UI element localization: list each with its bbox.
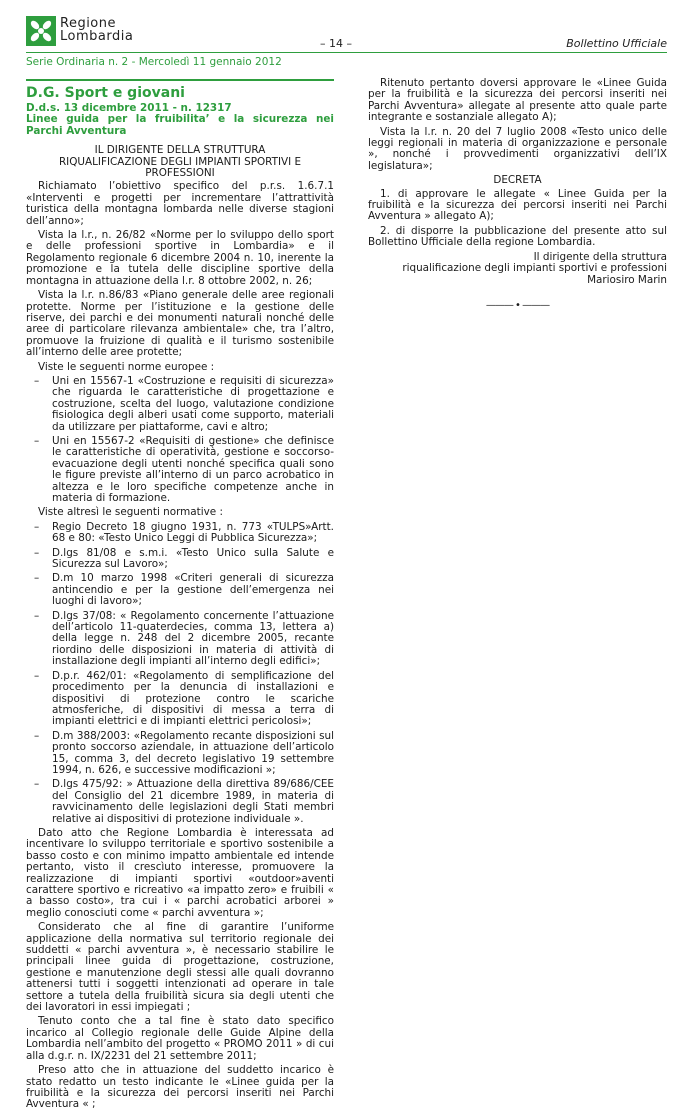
paragraph: Vista la l.r. n.86/83 «Piano generale delle aree regionali protette. Norme per l’istituzione e la gestione delle riserve, dei parchi e dei monumenti naturali nonché delle aree di particolare rilevanza ambientale» che, tra l’altro, promuove la fruizione di qualità e il turismo sostenibile all’interno delle aree protette; bbox=[26, 289, 334, 359]
authority-line-1: IL DIRIGENTE DELLA STRUTTURA bbox=[94, 144, 266, 157]
page-number: – 14 – bbox=[320, 37, 352, 50]
decree-number: D.d.s. 13 dicembre 2011 - n. 12317 bbox=[26, 102, 232, 114]
paragraph: 1. di approvare le allegate « Linee Guida per la fruibilità e la sicurezza dei percorsi inseriti nei Parchi Avventura » allegato A); bbox=[368, 187, 667, 223]
decreta-heading: DECRETA bbox=[493, 174, 542, 187]
issue-info: Serie Ordinaria n. 2 - Mercoledì 11 gennaio 2012 bbox=[26, 56, 282, 68]
logo-line-2: Lombardia bbox=[60, 29, 134, 44]
paragraph: Richiamato l’obiettivo specifico del p.r.s. 1.6.7.1 «Interventi e progetti per incrementare l’attrattività turistica della montagna lombarda nelle diverse stagioni dell’anno»; bbox=[26, 180, 334, 227]
list-item: – Uni en 15567-2 «Requisiti di gestione» che definisce le caratteristiche di operatività, gestione e soccorso-evacuazione degli utenti nonché specifica quali sono le figure previste all’interno di un parco acrobatico in altezza e le loro specifiche competenze anche in materia di formazione. bbox=[26, 436, 334, 504]
header-divider bbox=[26, 52, 667, 53]
paragraph: Viste le seguenti norme europee : bbox=[38, 360, 215, 373]
list-item: – D.m 388/2003: «Regolamento recante disposizioni sul pronto soccorso aziendale, in attuazione dell’articolo 15, comma 3, del decreto legislativo 19 settembre 1994, n. 626, e successive modificazioni »; bbox=[26, 731, 334, 777]
paragraph: Tenuto conto che a tal fine è stato dato specifico incarico al Collegio regionale delle Guide Alpine della Lombardia nell’ambito del progetto « PROMO 2011 » di cui alla d.g.r. n. IX/2231 del 21 settembre 2011; bbox=[26, 1015, 334, 1062]
authority-line-2: RIQUALIFICAZIONE DEGLI IMPIANTI SPORTIVI E PROFESSIONI bbox=[58, 155, 302, 180]
list-item: – D.p.r. 462/01: «Regolamento di semplificazione del procedimento per la denuncia di installazioni e dispositivi di protezione contro le scariche atmosferiche, di dispositivi di messa a terra di impianti elettrici e di impianti elettrici pericolosi»; bbox=[26, 671, 334, 728]
regione-lombardia-logo-icon bbox=[26, 16, 56, 46]
regulations-list bbox=[26, 522, 334, 825]
signature-line-2: riqualificazione degli impianti sportivi e professioni bbox=[402, 262, 667, 275]
logo-line-1: Regione bbox=[60, 16, 117, 31]
paragraph: Vista la l.r., n. 26/82 «Norme per lo sviluppo dello sport e delle professioni sportive in Lombardia» e il Regolamento regionale 6 dicembre 2004 n. 10, inerente la promozione e la tutela delle discipline sportive della montagna in attuazione della l.r. 8 ottobre 2002, n. 26; bbox=[26, 229, 334, 287]
list-item: – Uni en 15567-1 «Costruzione e requisiti di sicurezza» che riguarda le caratteristiche di progettazione e costruzione, scelta del luogo, valutazione condizione fisiologica degli alberi usati come supporto, materiali da utilizzare per piattaforme, cavi e altro; bbox=[26, 376, 334, 433]
paragraph: Preso atto che in attuazione del suddetto incarico è stato redatto un testo indicante le «Linee guida per la fruibilità e la sicurezza dei percorsi inseriti nei Parchi Avventura « ; bbox=[26, 1064, 334, 1111]
list-item: – D.lgs 475/92: » Attuazione della direttiva 89/686/CEE del Consiglio del 21 dicembre 1989, in materia di ravvicinamento delle legislazioni degli Stati membri relative ai dispositivi di protezione individuale ». bbox=[26, 779, 334, 825]
list-item: – D.lgs 81/08 e s.m.i. «Testo Unico sulla Salute e Sicurezza sul Lavoro»; bbox=[26, 548, 334, 571]
decree-subject: Linee guida per la fruibilita’ e la sicurezza nei Parchi Avventura bbox=[26, 113, 334, 137]
right-column bbox=[368, 78, 667, 311]
end-separator: ——— • ——— bbox=[485, 299, 550, 311]
european-norms-list bbox=[26, 376, 334, 504]
list-item: – D.m 10 marzo 1998 «Criteri generali di sicurezza antincendio e per la gestione dell’emergenza nei luoghi di lavoro»; bbox=[26, 573, 334, 607]
signature-name: Mariosiro Marin bbox=[587, 273, 667, 286]
paragraph: Ritenuto pertanto doversi approvare le «Linee Guida per la fruibilità e la sicurezza dei percorsi inseriti nei Parchi Avventura» allegate al presente atto quale parte integrante e sostanziale allegato A); bbox=[368, 77, 667, 124]
paragraph: 2. di disporre la pubblicazione del presente atto sul Bollettino Ufficiale della regione Lombardia. bbox=[368, 224, 667, 249]
logo-text bbox=[60, 17, 133, 43]
signature-line-1: Il dirigente della struttura bbox=[533, 250, 667, 263]
paragraph: Viste altresì le seguenti normative : bbox=[38, 506, 223, 519]
paragraph: Vista la l.r. n. 20 del 7 luglio 2008 «Testo unico delle leggi regionali in materia di organizzazione e personale », nonché i provvedimenti organizzativi dell’IX legislatura»; bbox=[368, 125, 667, 172]
section-title: D.G. Sport e giovani bbox=[26, 85, 185, 101]
list-item: – D.lgs 37/08: « Regolamento concernente l’attuazione dell’articolo 11-quaterdecies, comma 13, lettera a) della legge n. 248 del 2 dicembre 2005, recante riordino delle disposizioni in materia di attività di installazione degli impianti all’interno degli edifici»; bbox=[26, 611, 334, 668]
list-item: – Regio Decreto 18 giugno 1931, n. 773 «TULPS»Artt. 68 e 80: «Testo Unico Leggi di Pubblica Sicurezza»; bbox=[26, 522, 334, 545]
left-column bbox=[26, 78, 334, 1114]
paragraph: Dato atto che Regione Lombardia è interessata ad incentivare lo sviluppo territoriale e sportivo sostenibile a basso costo e con minimo impatto ambientale ed intende pertanto, visto il crescìuto interesse, promuovere la realizzazione di impianti sportivi «outdoor»aventi carattere sportivo e ricreativo «a impatto zero» e fruibili « a basso costo», tra cui i « parchi acrobatici arborei » meglio conosciuti come « parchi avventura »; bbox=[26, 826, 334, 919]
page-header bbox=[0, 0, 693, 80]
publication-title: Bollettino Ufficiale bbox=[566, 37, 667, 50]
paragraph: Considerato che al fine di garantire l’uniforme applicazione della normativa sul territorio regionale dei suddetti « parchi avventura », è necessario stabilire le principali linee guida di progettazione, costruzione, gestione e manutenzione degli stessi alle quali dovranno attenersi tutti i soggetti intenzionati ad operare in tale settore a tutela della fruibilità sicura sia degli utenti che dei lavoratori in essi impiegati ; bbox=[26, 921, 334, 1014]
